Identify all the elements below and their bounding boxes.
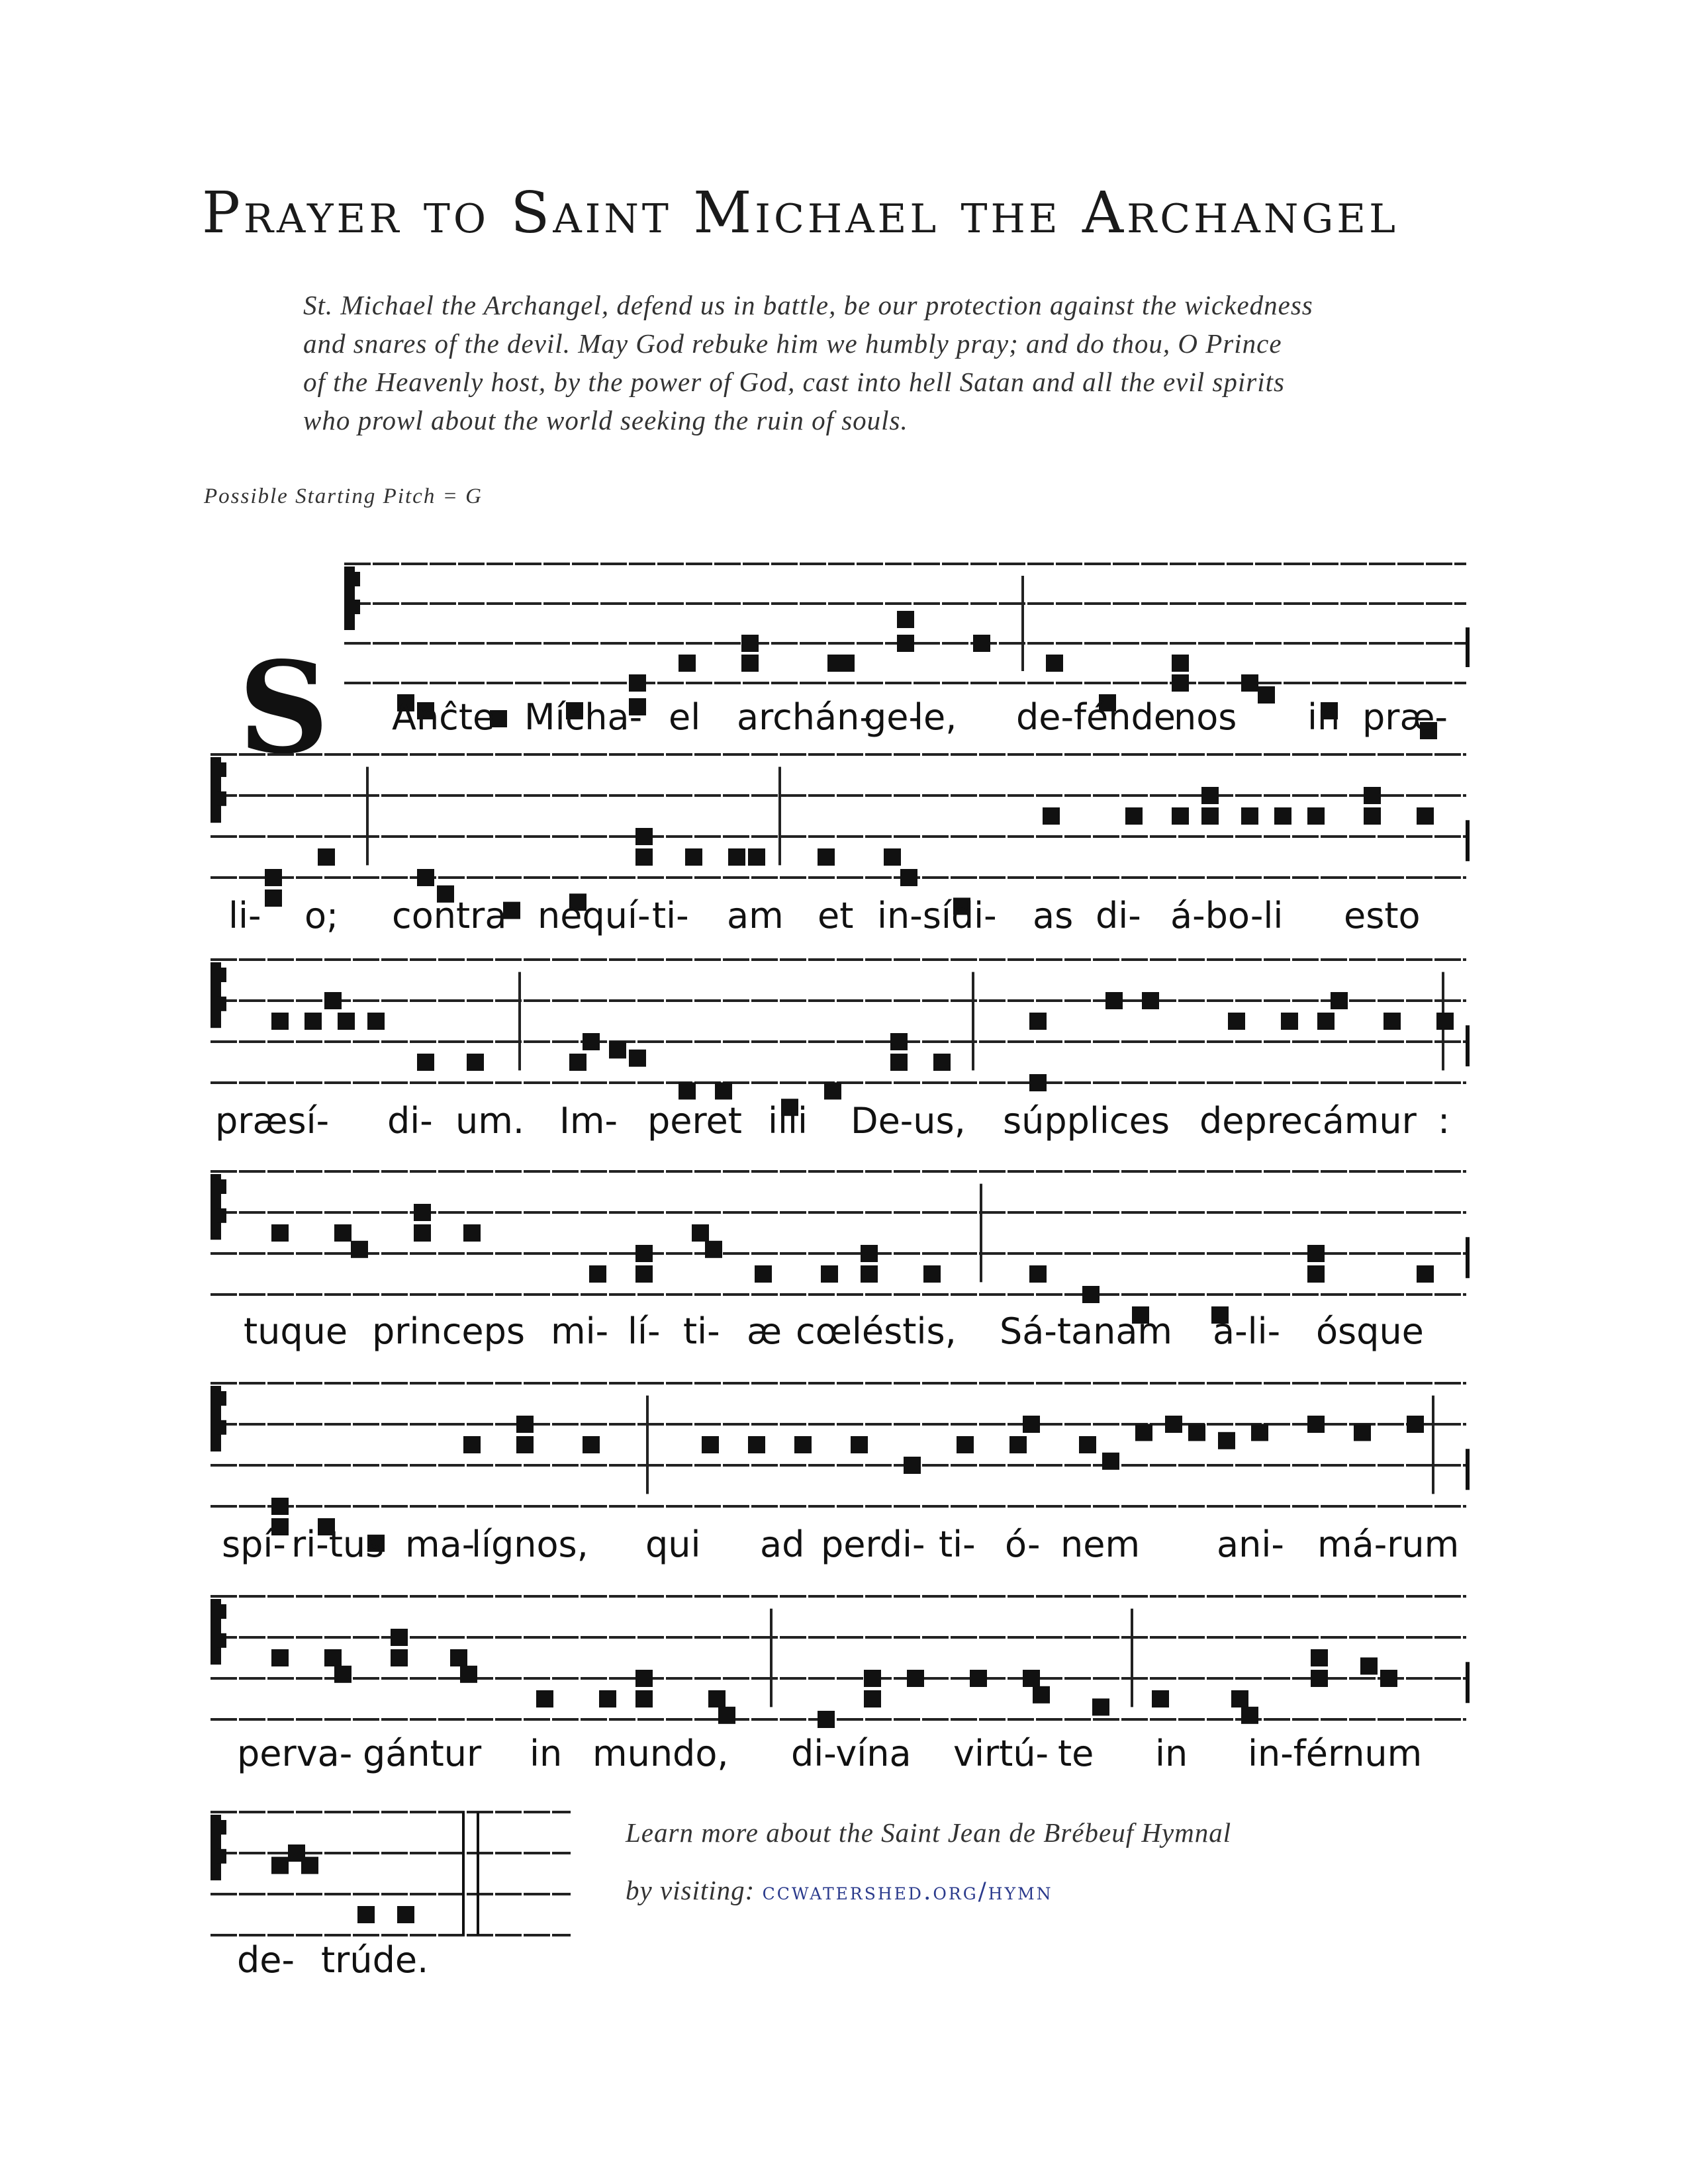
syllable: má-rum: [1317, 1524, 1460, 1565]
syllable: lí-: [628, 1310, 661, 1352]
neume-note: [301, 1857, 318, 1874]
syllable: peret: [647, 1100, 742, 1142]
starting-pitch-note: Possible Starting Pitch = G: [204, 484, 483, 508]
learn-more-text: Learn more about the Saint Jean de Brébeuf Hymnal: [626, 1817, 1232, 1848]
syllable: contra: [392, 895, 507, 936]
syllable: et: [818, 895, 854, 936]
hymnal-link[interactable]: ccwatershed.org/hymn: [762, 1878, 1053, 1905]
syllable: de-: [237, 1939, 295, 1981]
syllable: archán-: [737, 696, 872, 738]
syllable: æ: [747, 1310, 782, 1352]
syllable: le,: [914, 696, 957, 738]
syllable: ge-: [864, 696, 921, 738]
prayer-line: who prowl about the world seeking the ruin of souls.: [303, 405, 908, 435]
syllable: trúde.: [321, 1939, 429, 1981]
syllable: a-li-: [1213, 1310, 1281, 1352]
do-clef-icon: [217, 1820, 226, 1835]
syllable: præ-: [1362, 696, 1448, 738]
syllable: in-férnum: [1248, 1733, 1423, 1774]
drop-cap: S: [238, 634, 330, 782]
syllable: esto: [1344, 895, 1421, 936]
by-visiting-label: by visiting:: [626, 1875, 755, 1905]
syllable: Im-: [559, 1100, 618, 1142]
syllable: gántur: [363, 1733, 482, 1774]
syllable: perdi-: [821, 1524, 925, 1565]
neume-note: [357, 1906, 375, 1923]
syllable: ti-: [939, 1524, 976, 1565]
do-clef-icon: [217, 1849, 226, 1864]
syllable: o;: [305, 895, 339, 936]
syllable: spí-: [222, 1524, 286, 1565]
syllable: ri-tus: [291, 1524, 385, 1565]
syllable: Sá-tanam: [1000, 1310, 1173, 1352]
syllable: nem: [1060, 1524, 1141, 1565]
syllable: ósque: [1316, 1310, 1424, 1352]
syllable: deprecámur: [1199, 1100, 1417, 1142]
prayer-line: St. Michael the Archangel, defend us in battle, be our protection against the wickedness: [303, 290, 1313, 320]
syllable: :: [1438, 1100, 1450, 1142]
visit-line: [626, 1874, 1053, 1906]
syllable: cœléstis,: [796, 1310, 957, 1352]
syllable: am: [727, 895, 784, 936]
syllable: ad: [760, 1524, 805, 1565]
prayer-line: and snares of the devil. May God rebuke him we humbly pray; and do thou, O Prince: [303, 328, 1282, 359]
syllable: Anĉte: [392, 696, 495, 738]
syllable: nos: [1174, 696, 1237, 738]
page-title: Prayer to Saint Michael the Archangel: [202, 180, 1399, 246]
syllable: mundo,: [592, 1733, 729, 1774]
syllable: mi-: [551, 1310, 609, 1352]
syllable: nequí-: [538, 895, 651, 936]
syllable: um.: [455, 1100, 524, 1142]
syllable: tuque: [244, 1310, 348, 1352]
syllable: princeps: [372, 1310, 526, 1352]
syllable: lígnos,: [471, 1524, 588, 1565]
syllable: el: [669, 696, 701, 738]
syllable: Mícha-: [524, 696, 643, 738]
syllable: di-vína: [791, 1733, 912, 1774]
syllable: de-fénde: [1016, 696, 1176, 738]
syllable: as: [1033, 895, 1074, 936]
neume-note: [397, 1906, 414, 1923]
syllable: ti-: [683, 1310, 720, 1352]
syllable: di-: [1096, 895, 1141, 936]
syllable: te: [1058, 1733, 1094, 1774]
prayer-line: of the Heavenly host, by the power of God, cast into hell Satan and all the evil spirits: [303, 367, 1285, 397]
syllable: qui: [645, 1524, 701, 1565]
syllable: in: [1155, 1733, 1188, 1774]
syllable: in: [530, 1733, 563, 1774]
syllable: súpplices: [1003, 1100, 1170, 1142]
syllable: in-sídi-: [877, 895, 997, 936]
syllable: in: [1307, 696, 1340, 738]
syllable: ó-: [1005, 1524, 1041, 1565]
syllable: li-: [228, 895, 261, 936]
syllable: virtú-: [953, 1733, 1049, 1774]
syllable: ani-: [1217, 1524, 1284, 1565]
neume-note: [271, 1857, 289, 1874]
syllable: præsí-: [215, 1100, 330, 1142]
syllable: perva-: [237, 1733, 353, 1774]
syllable: ti-: [652, 895, 689, 936]
syllable: di-: [387, 1100, 433, 1142]
syllable: illi: [768, 1100, 808, 1142]
syllable: á-bo-li: [1170, 895, 1284, 936]
syllable: De-us,: [851, 1100, 966, 1142]
syllable: ma-: [405, 1524, 475, 1565]
